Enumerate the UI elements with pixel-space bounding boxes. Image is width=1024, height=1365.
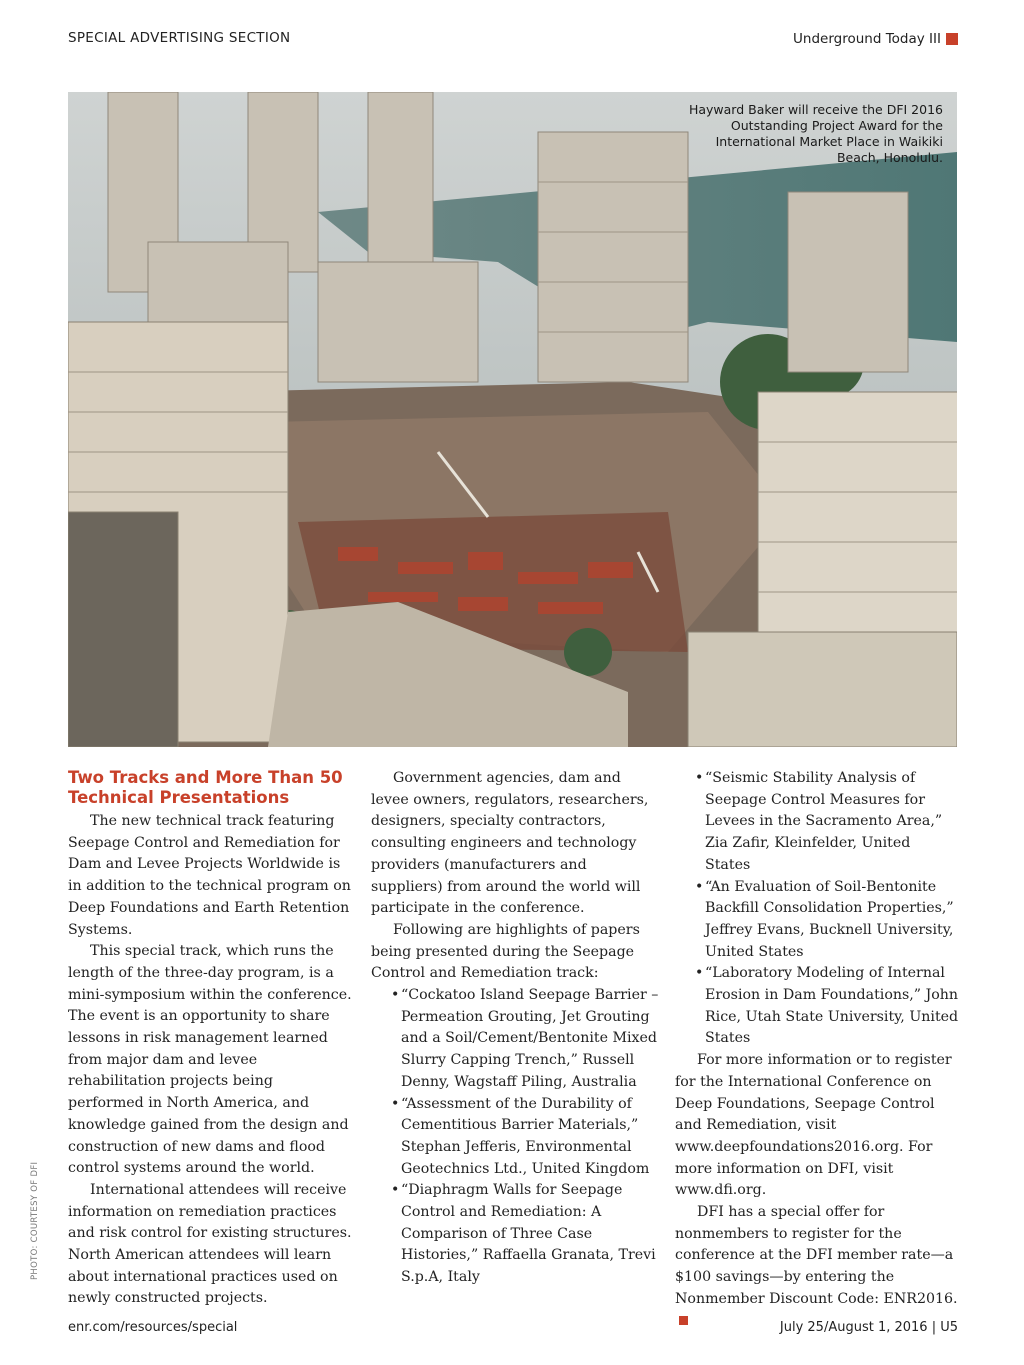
paper-list [371, 985, 659, 1289]
list-item: • “Seismic Stability Analysis of Seepage Control Measures for Levees in the Sacramento Area,” Zia Zafir, Kleinfelder, United States [705, 768, 960, 877]
publication-name: Underground Today III [793, 31, 941, 47]
accent-square-icon [946, 33, 958, 45]
aerial-photo-illustration [68, 92, 957, 747]
paper-list [675, 768, 960, 1050]
list-item: • “Cockatoo Island Seepage Barrier – Permeation Grouting, Jet Grouting and a Soil/Cement/Bentonite Mixed Slurry Capping Trench,” Russell Denny, Wagstaff Piling, Australia [401, 985, 659, 1094]
list-item: • “Diaphragm Walls for Seepage Control and Remediation: A Comparison of Three Case Histories,” Raffaella Granata, Trevi S.p.A, Italy [401, 1180, 659, 1289]
article-headline: Two Tracks and More Than 50 Technical Presentations [68, 768, 343, 807]
article-column-2 [371, 768, 659, 1289]
paragraph: This special track, which runs the length of the three-day program, is a mini-symposium within the conference. The event is an opportunity to share lessons in risk management learned from major dam and levee rehabilitation projects being performed in North America, and knowledge gained from the design and construction of new dams and flood control systems around the world. [68, 943, 352, 1177]
article-column-3 [675, 768, 960, 1332]
article-column-1 [68, 768, 352, 1310]
paragraph: Government agencies, dam and levee owners, regulators, researchers, designers, specialty contractors, consulting engineers and technology providers (manufacturers and suppliers) from around the world will participate in the conference. [371, 770, 649, 917]
list-item: • “Assessment of the Durability of Cementitious Barrier Materials,” Stephan Jefferis, Environmental Geotechnics Ltd., United Kingdom [401, 1094, 659, 1181]
footer-date-page: July 25/August 1, 2016 | U5 [779, 1320, 958, 1335]
publication-header [793, 31, 958, 47]
paragraph [675, 1202, 960, 1332]
section-label: SPECIAL ADVERTISING SECTION [68, 30, 291, 46]
paragraph: Following are highlights of papers being presented during the Seepage Control and Remediation track: [371, 921, 640, 982]
closing-text: DFI has a special offer for nonmembers to register for the conference at the DFI member rate—a $100 savings—by entering the Nonmember Discount Code: ENR2016. [675, 1204, 958, 1307]
list-item: • “Laboratory Modeling of Internal Erosion in Dam Foundations,” John Rice, Utah State University, United States [705, 963, 960, 1050]
photo-caption: Hayward Baker will receive the DFI 2016 Outstanding Project Award for the International Market Place in Waikiki Beach, Honolulu. [688, 102, 943, 165]
end-mark-icon [679, 1316, 688, 1325]
photo-credit: PHOTO: COURTESY OF DFI [30, 1161, 40, 1280]
paragraph: International attendees will receive information on remediation practices and risk control for existing structures. North American attendees will learn about international practices used on newly constructed projects. [68, 1181, 352, 1307]
paragraph: The new technical track featuring Seepage Control and Remediation for Dam and Levee Projects Worldwide is in addition to the technical program on Deep Foundations and Earth Retention Systems. [68, 813, 351, 938]
paragraph: For more information or to register for the International Conference on Deep Foundations, Seepage Control and Remediation, visit www.deepfoundations2016.org. For more information on DFI, visit www.dfi.org. [675, 1052, 952, 1199]
footer-url: enr.com/resources/special [68, 1320, 238, 1335]
list-item: • “An Evaluation of Soil-Bentonite Backfill Consolidation Properties,” Jeffrey Evans, Bucknell University, United States [705, 877, 960, 964]
construction-site-photo [68, 92, 957, 747]
